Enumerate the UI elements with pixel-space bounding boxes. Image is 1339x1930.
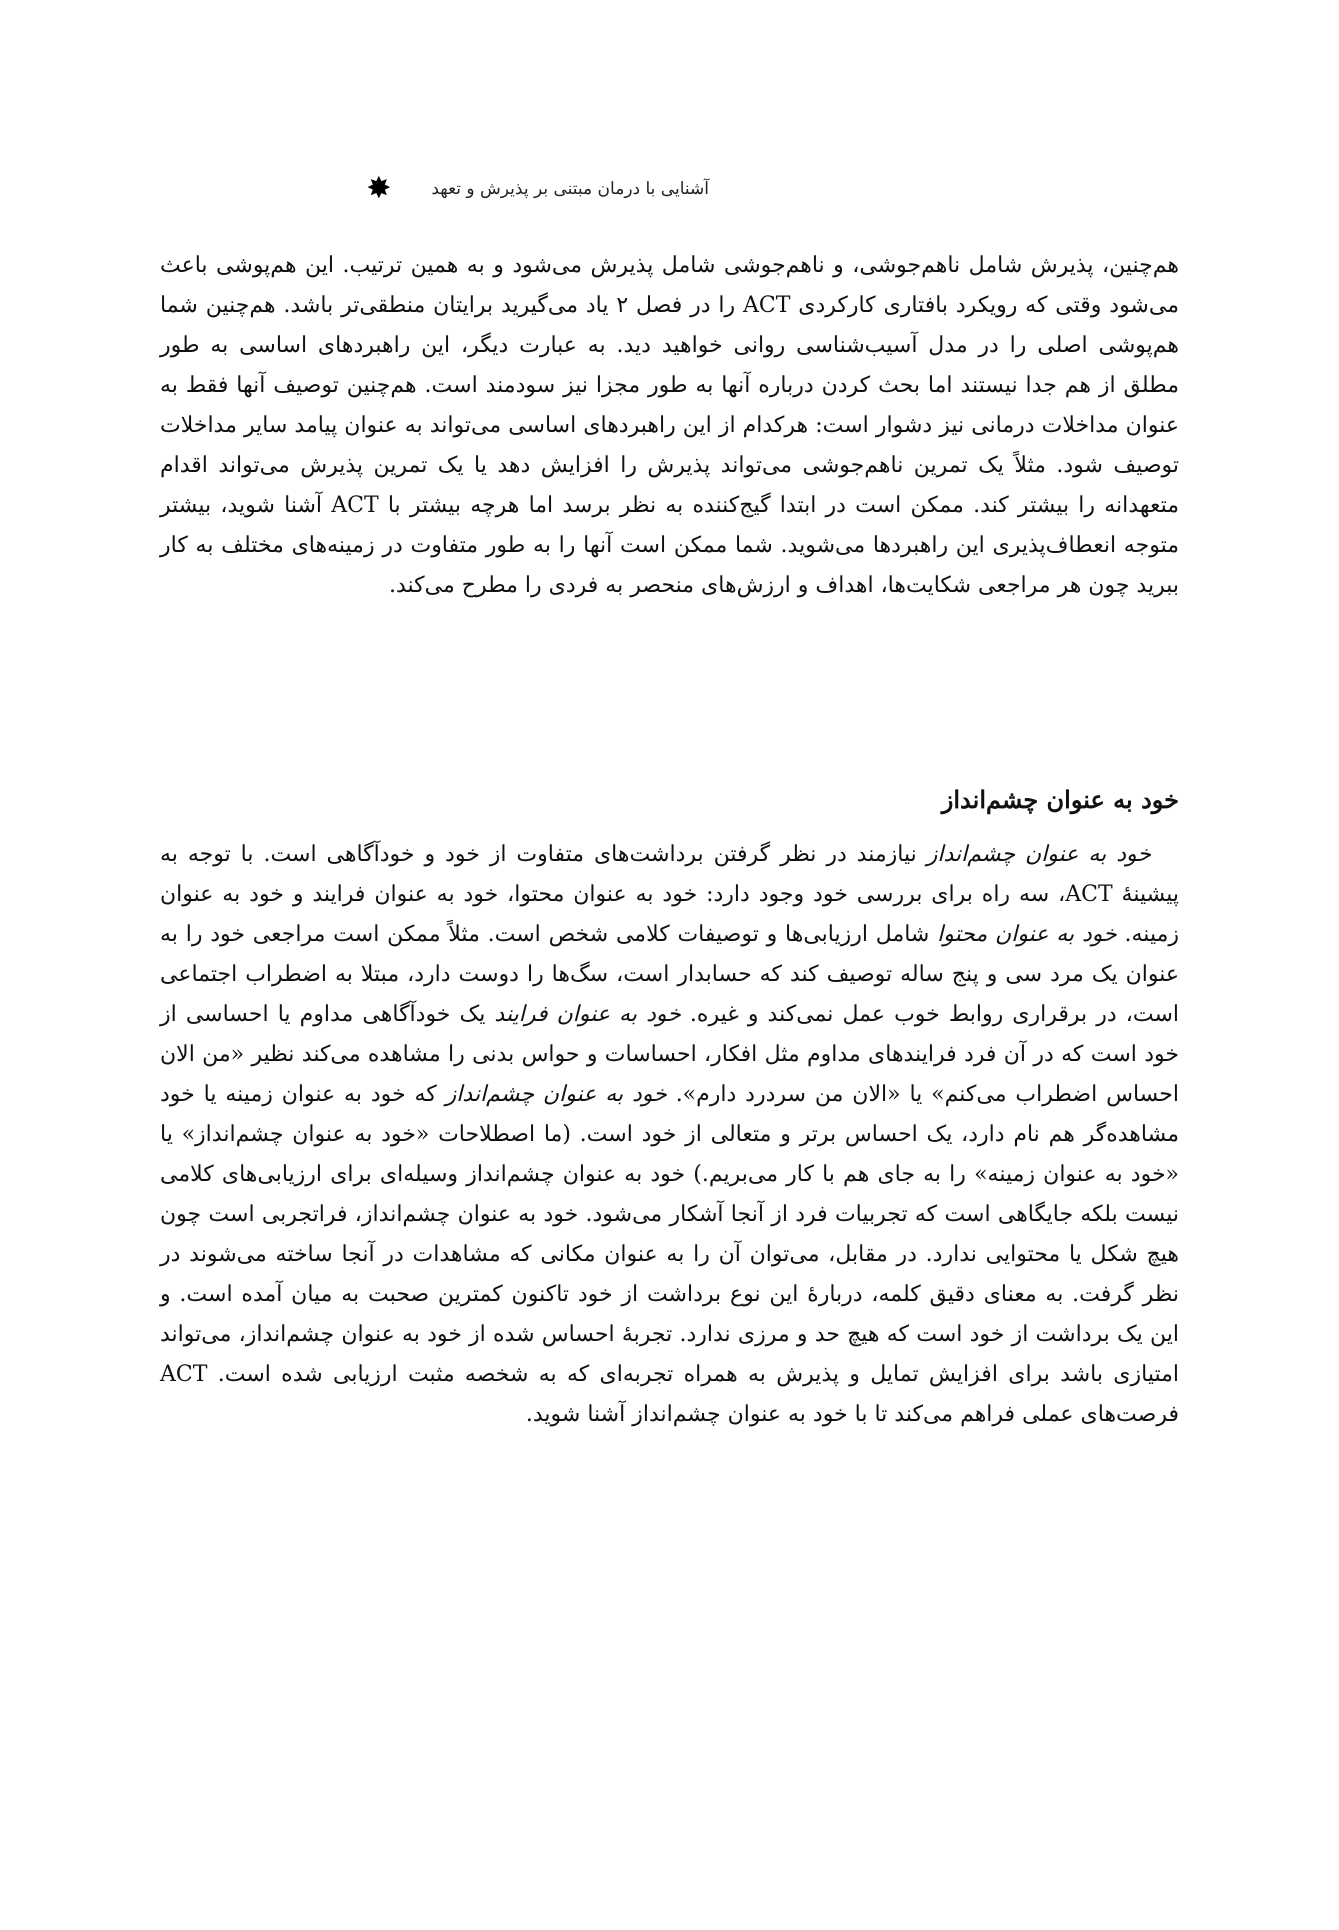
running-header-title: آشنایی با درمان مبتنی بر پذیرش و تعهد (431, 179, 709, 199)
paragraph-2-text-4: که خود به عنوان زمینه یا خود مشاهده‌گر هم نام دارد، یک احساس برتر و متعالی از خود است. (ما اصطلاحات «خود به عنوان چشم‌انداز» یا «خود به عنوان زمینه» را به جای هم با کار می‌بریم.) خود به عنوان چشم‌انداز وسیله‌ای برای ارزیابی‌های کلامی نیست بلکه جایگاهی است که تجربیات فرد از آنجا آشکار می‌شود. خود به عنوان چشم‌انداز، فراتجربی است چون هیچ شکل یا محتوایی ندارد. در مقابل، می‌توان آن را به عنوان مکانی که مشاهدات در آنجا ساخته می‌شوند در نظر گرفت. به معنای دقیق کلمه، دربارهٔ این نوع برداشت از خود تاکنون کمترین صحبت به میان آمده است. و این یک برداشت از خود است که هیچ حد و مرزی ندارد. تجربهٔ احساس شده از خود به عنوان چشم‌انداز، می‌تواند امتیازی باشد برای افزایش تمایل و پذیرش به همراه تجربه‌ای که به شخصه مثبت ارزیابی شده است. ACT فرصت‌های عملی فراهم می‌کند تا با خود به عنوان چشم‌انداز آشنا شوید. (160, 1082, 1179, 1427)
paragraph-2-text-1: نیازمند در نظر گرفتن برداشت‌های متفاوت از خود و خودآگاهی است. با توجه به پیشینهٔ ACT، سه راه برای بررسی خود وجود دارد: خود به عنوان محتوا، خود به عنوان فرایند و خود به عنوان زمینه. (160, 842, 1179, 947)
body-paragraph-2 (160, 835, 1179, 1435)
italic-term-self-as-content: خود به عنوان محتوا (937, 922, 1117, 947)
running-header (366, 171, 709, 206)
italic-term-self-as-perspective-2: خود به عنوان چشم‌انداز (445, 1082, 667, 1107)
paragraph-2-text-3: یک خودآگاهی مداوم یا احساسی از خود است که در آن فرد فرایندهای مداوم مثل افکار، احساسات و حواس بدنی را مشاهده می‌کند نظیر «من الان احساس اضطراب می‌کنم» یا «الان من سردرد دارم». (160, 1002, 1179, 1107)
paragraph-2-text-2: شامل ارزیابی‌ها و توصیفات کلامی شخص است. مثلاً ممکن است مراجعی خود را به عنوان یک مرد سی و پنج ساله توصیف کند که حسابدار است، سگ‌ها را دوست دارد، مبتلا به اضطراب اجتماعی است، در برقراری روابط خوب عمل نمی‌کند و غیره. (160, 922, 1180, 1027)
italic-term-self-as-perspective: خود به عنوان چشم‌انداز (926, 842, 1151, 867)
ornament-star-icon: ✸ (366, 171, 392, 206)
italic-term-self-as-process: خود به عنوان فرایند (494, 1002, 681, 1027)
section-heading: خود به عنوان چشم‌انداز (941, 785, 1179, 814)
body-paragraph-1: هم‌چنین، پذیرش شامل ناهم‌جوشی، و ناهم‌جوشی شامل پذیرش می‌شود و به همین ترتیب. این هم‌پوشی باعث می‌شود وقتی که رویکرد بافتاری کارکردی ACT را در فصل ۲ یاد می‌گیرید برایتان منطقی‌تر باشد. هم‌چنین شما هم‌پوشی اصلی را در مدل آسیب‌شناسی روانی خواهید دید. به عبارت دیگر، این راهبردهای اساسی به طور مطلق از هم جدا نیستند اما بحث کردن درباره آنها به طور مجزا نیز سودمند است. هم‌چنین توصیف آنها فقط به عنوان مداخلات درمانی نیز دشوار است: هرکدام از این راهبردهای اساسی می‌تواند به عنوان پیامد سایر مداخلات توصیف شود. مثلاً یک تمرین ناهم‌جوشی می‌تواند پذیرش را افزایش دهد یا یک تمرین پذیرش می‌تواند اقدام متعهدانه را بیشتر کند. ممکن است در ابتدا گیج‌کننده به نظر برسد اما هرچه بیشتر با ACT آشنا شوید، بیشتر متوجه انعطاف‌پذیری این راهبردها می‌شوید. شما ممکن است آنها را به طور متفاوت در زمینه‌های مختلف به کار ببرید چون هر مراجعی شکایت‌ها، اهداف و ارزش‌های منحصر به فردی را مطرح می‌کند. (160, 253, 1179, 598)
